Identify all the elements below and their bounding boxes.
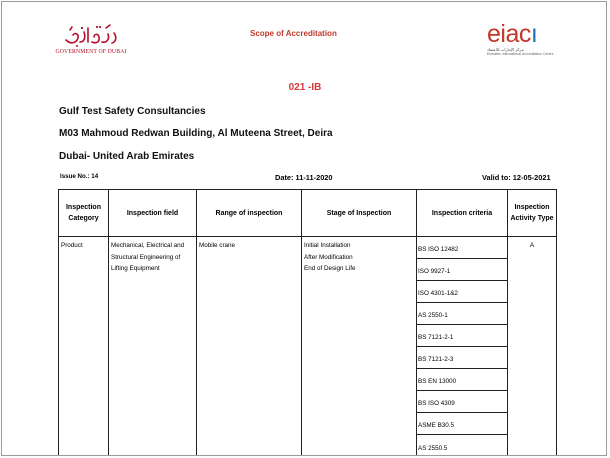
cell-category: Product [59,237,109,457]
organization-name: Gulf Test Safety Consultancies [59,106,206,117]
scope-table [58,189,557,456]
page-header-title: Scope of Accreditation [250,29,337,38]
organization-address-line1: M03 Mahmoud Redwan Building, Al Muteena Street, Deira [59,128,333,139]
dubai-government-logo [52,22,130,55]
government-of-dubai-caption: GOVERNMENT OF DUBAI [55,49,127,55]
eiac-logo [487,22,569,56]
accreditation-number: 021 -IB [288,82,322,93]
cell-range: Mobile crane [197,237,302,457]
criteria-item: BS 7121-2-3 [417,347,507,369]
cell-field [109,237,197,457]
criteria-item: ISO 9927-1 [417,259,507,281]
cell-criteria [417,237,508,457]
criteria-item: BS EN 13000 [417,369,507,391]
criteria-item: BS ISO 4309 [417,391,507,413]
table-row [59,237,557,457]
stage-line: After Modification [304,253,353,261]
header-range-of-inspection: Range of inspection [197,190,302,237]
document-page [1,1,607,456]
header-activity-type: Inspection Activity Type [508,190,557,237]
criteria-item: ASME B30.5 [417,413,507,435]
criteria-list [417,237,507,456]
header-stage-of-inspection: Stage of Inspection [302,190,417,237]
valid-to-date: Valid to: 12-05-2021 [482,173,551,182]
cell-stage [302,237,417,457]
criteria-item: ISO 4301-1&2 [417,281,507,303]
criteria-item: BS 7121-2-1 [417,325,507,347]
eiac-logo-icon: eiacı [487,20,538,48]
cell-activity-type: A [508,237,557,457]
criteria-item: BS ISO 12482 [417,237,507,259]
stage-line: End of Design Life [304,265,356,272]
dubai-calligraphy-icon [62,22,120,48]
criteria-item: AS 2550-1 [417,303,507,325]
issue-number: Issue No.: 14 [60,173,99,180]
field-line: Mechanical, Electrical and [111,242,185,249]
criteria-item: AS 2550.5 [418,444,448,452]
organization-address-line2: Dubai- United Arab Emirates [59,151,195,162]
field-line: Structural Engineering of [111,253,181,261]
eiac-arabic-tagline: مركز الإمارات للاعتماد [487,47,524,52]
table-header-row [59,190,557,237]
stage-line: Initial Installation [304,242,351,249]
issue-date: Date: 11-11-2020 [275,173,333,182]
eiac-english-tagline: Emirates International Accreditation Centre [487,52,554,56]
field-line: Lifting Equipment [111,265,160,272]
header-inspection-category: Inspection Category [59,190,109,237]
header-inspection-criteria: Inspection criteria [417,190,508,237]
header-inspection-field: Inspection field [109,190,197,237]
